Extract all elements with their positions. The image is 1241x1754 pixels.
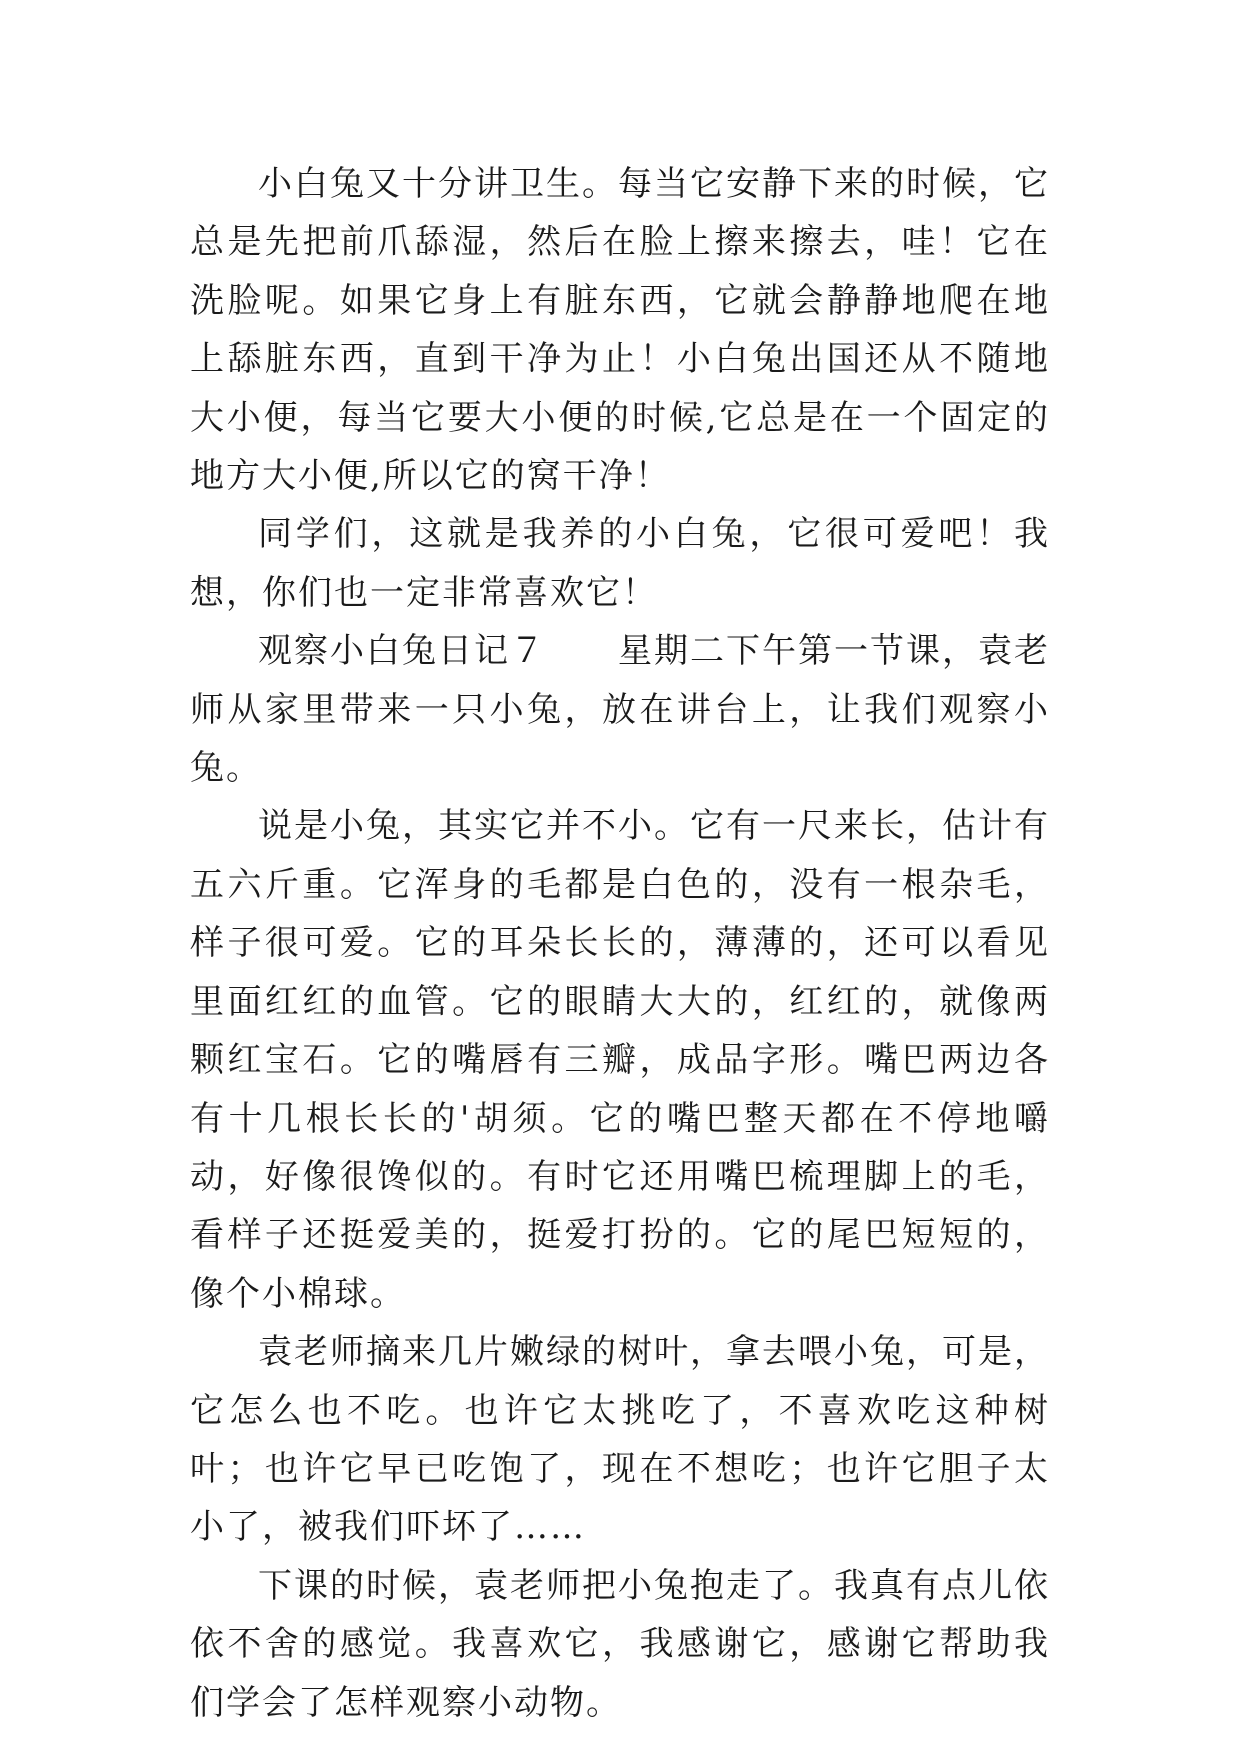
paragraph-diary-title: 观察小白兔日记７ 星期二下午第一节课，袁老师从家里带来一只小兔，放在讲台上，让我们观察小兔。	[190, 631, 1050, 789]
paragraph-feeding: 袁老师摘来几片嫩绿的树叶，拿去喂小兔，可是，它怎么也不吃。也许它太挑吃了，不喜欢吃这种树叶；也许它早已吃饱了，现在不想吃；也许它胆子太小了，被我们吓坏了……	[190, 1332, 1050, 1548]
paragraph-hygiene: 小白兔又十分讲卫生。每当它安静下来的时候，它总是先把前爪舔湿，然后在脸上擦来擦去，哇！它在洗脸呢。如果它身上有脏东西，它就会静静地爬在地上舔脏东西，直到干净为止！小白兔出国还从不随地大小便，每当它要大小便的时候,它总是在一个固定的地方大小便,所以它的窝干净！	[190, 164, 1050, 497]
paragraph-closing-1: 同学们，这就是我养的小白兔，它很可爱吧！我想，你们也一定非常喜欢它！	[190, 514, 1050, 613]
document-body	[190, 155, 1050, 1732]
paragraph-description: 说是小兔，其实它并不小。它有一尺来长，估计有五六斤重。它浑身的毛都是白色的，没有一根杂毛，样子很可爱。它的耳朵长长的，薄薄的，还可以看见里面红红的血管。它的眼睛大大的，红红的，就像两颗红宝石。它的嘴唇有三瓣，成品字形。嘴巴两边各有十几根长长的'胡须。它的嘴巴整天都在不停地嚼动，好像很馋似的。有时它还用嘴巴梳理脚上的毛，看样子还挺爱美的，挺爱打扮的。它的尾巴短短的，像个小棉球。	[190, 806, 1050, 1314]
paragraph-ending: 下课的时候，袁老师把小兔抱走了。我真有点儿依依不舍的感觉。我喜欢它，我感谢它，感谢它帮助我们学会了怎样观察小动物。	[190, 1565, 1050, 1723]
